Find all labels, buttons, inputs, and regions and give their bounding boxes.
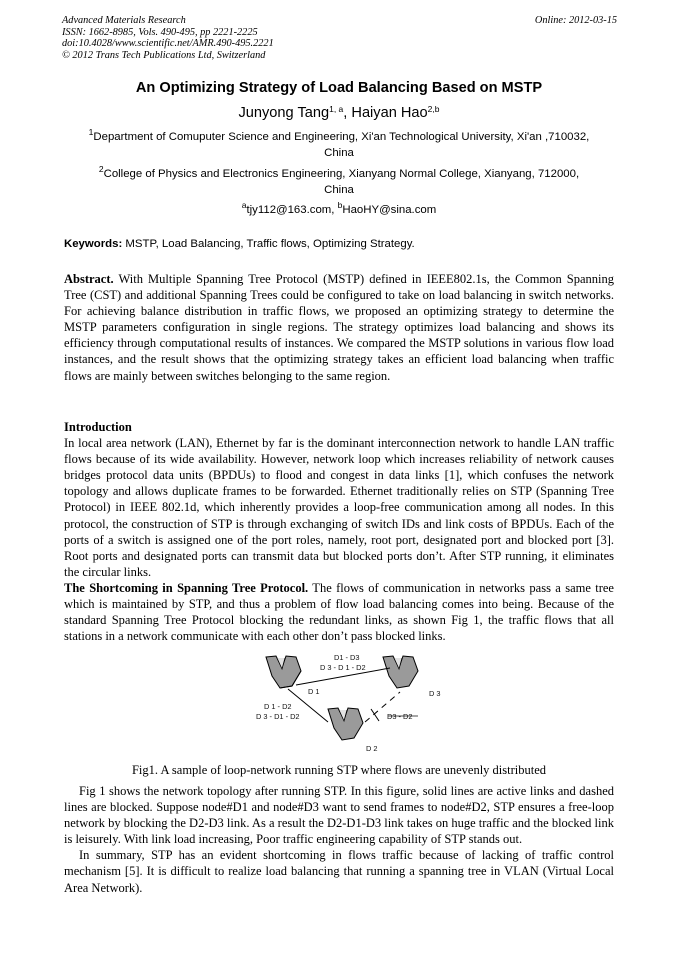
email-b[interactable]: HaoHY@sina.com	[342, 204, 437, 216]
journal-header	[62, 15, 274, 61]
copyright-line: © 2012 Trans Tech Publications Ltd, Switzerland	[62, 49, 266, 61]
flow-label: D 1 - D2	[264, 702, 292, 711]
issn-line: ISSN: 1662-8985, Vols. 490-495, pp 2221-2225	[62, 26, 258, 38]
author-superscript: 1, a	[329, 104, 344, 114]
author-name: Junyong Tang	[238, 105, 330, 121]
shortcoming-heading: The Shortcoming in Spanning Tree Protocol.	[64, 580, 309, 595]
abstract	[64, 271, 614, 384]
introduction-section	[64, 419, 614, 644]
flow-label: D 3 - D1 - D2	[256, 712, 300, 721]
introduction-heading: Introduction	[64, 420, 132, 434]
node-label-d2: D 2	[366, 744, 378, 753]
doi-line[interactable]: doi:10.4028/www.scientific.net/AMR.490-495.2221	[62, 38, 274, 50]
affiliation-country: China	[324, 184, 354, 196]
body-paragraph: Fig 1 shows the network topology after running STP. In this figure, solid lines are active links and dashed lines are blocked. Suppose node#D1 and node#D3 want to send frames to node#D2, STP ensures a free-loop network by blocking the D2-D3 link. As a result the D2-D1-D3 link takes on huge traffic and the blocked link is leisurely. With link load increasing, Poor traffic engineering capability of STP stands out.	[64, 784, 614, 847]
flow-label: D 3 - D 1 - D2	[320, 663, 366, 672]
network-figure	[200, 648, 490, 758]
body-paragraph: In summary, STP has an evident shortcoming in flows traffic because of lacking of traffic control mechanism [5]. It is difficult to realize load balancing that running a spanning tree in VLAN (Virtual Local Area Network).	[64, 848, 614, 895]
affiliation-2	[64, 166, 614, 198]
abstract-label: Abstract.	[64, 272, 114, 286]
switch-d3-icon	[383, 656, 418, 688]
email-superscript: b	[337, 200, 343, 210]
author-separator: ,	[343, 105, 352, 121]
author-name: Haiyan Hao	[351, 105, 428, 121]
abstract-text: With Multiple Spanning Tree Protocol (MSTP) defined in IEEE802.1s, the Common Spanning Tree (CST) and additional Spanning Trees could be configured to take on load balancing in switch networks. For achieving balance distribution in traffic flows, we proposed an optimizing strategy to determine the MSTP parameters configuration in single regions. The strategy optimizes load balancing and shows its efficiency through computational results of instances. We compared the MSTP solutions in various flow load instances, and the result shows that the optimizing strategy takes an efficient load balancing when traffic flows are mainly between switches belonging to the same region.	[64, 272, 614, 383]
affiliation-1	[64, 129, 614, 161]
keywords	[64, 236, 415, 252]
affiliation-superscript: 2	[98, 164, 104, 174]
shortcoming-text: The flows of communication in networks pass a same tree which is maintained by STP, and thus a problem of flow load balancing comes into being. Because of the standard Spanning Tree Protocol blocking the redundant links, as shown Fig 1, the traffic flows that all stations in a network communicate with each other don’t pass blocked links.	[64, 580, 614, 644]
node-label-d3: D 3	[429, 689, 441, 698]
affiliation-text: College of Physics and Electronics Engineering, Xianyang Normal College, Xianyang, 712000,	[103, 168, 580, 180]
node-label-d1: D 1	[308, 687, 320, 696]
figure-caption: Fig1. A sample of loop-network running STP where flows are unevenly distributed	[131, 763, 547, 777]
affiliation-text: Department of Comuputer Science and Engineering, Xi'an Technological University, Xi'an ,710032,	[93, 131, 590, 143]
author-superscript: 2,b	[427, 104, 440, 114]
keywords-text: MSTP, Load Balancing, Traffic flows, Optimizing Strategy.	[122, 238, 415, 250]
flow-label: D1 - D3	[334, 653, 360, 662]
journal-name: Advanced Materials Research	[62, 15, 186, 26]
switch-d1-icon	[266, 656, 301, 688]
flow-label-blocked: D3 - D2	[387, 712, 413, 721]
email-line	[64, 202, 614, 218]
affiliation-country: China	[324, 147, 354, 159]
email-superscript: a	[241, 200, 247, 210]
blocked-port-marker	[371, 709, 379, 721]
paper-title: An Optimizing Strategy of Load Balancing Based on MSTP	[135, 80, 543, 96]
introduction-text: In local area network (LAN), Ethernet by far is the dominant interconnection network to handle LAN traffic flows because of its wide availability. However, network loop which increases reliability of network causes bridges protocol data units (BPDUs) to flood and congest in data links [1], which confuses the network topology and allows duplicate frames to be forwarded. Ethernet traditionally relies on STP (Spanning Tree Protocol) in IEEE 802.1d, which inherently provides a loop-free communication among all nodes. In this protocol, the construction of STP is through exchanging of switch IDs and link costs of BPDUs. Each of the ports of a switch is assigned one of the port roles, namely, root port, designated port and blocked port [3]. Root ports and designated ports can transmit data but blocked ports don’t. After STP running, it eliminates the circular links.	[64, 436, 614, 579]
email-a[interactable]: tjy112@163.com,	[246, 204, 338, 216]
keywords-label: Keywords:	[64, 238, 123, 250]
affiliation-superscript: 1	[88, 127, 94, 137]
switch-d2-icon	[328, 708, 363, 740]
author-line	[0, 104, 678, 122]
body-section	[64, 783, 614, 896]
online-date: Online: 2012-03-15	[534, 15, 617, 26]
